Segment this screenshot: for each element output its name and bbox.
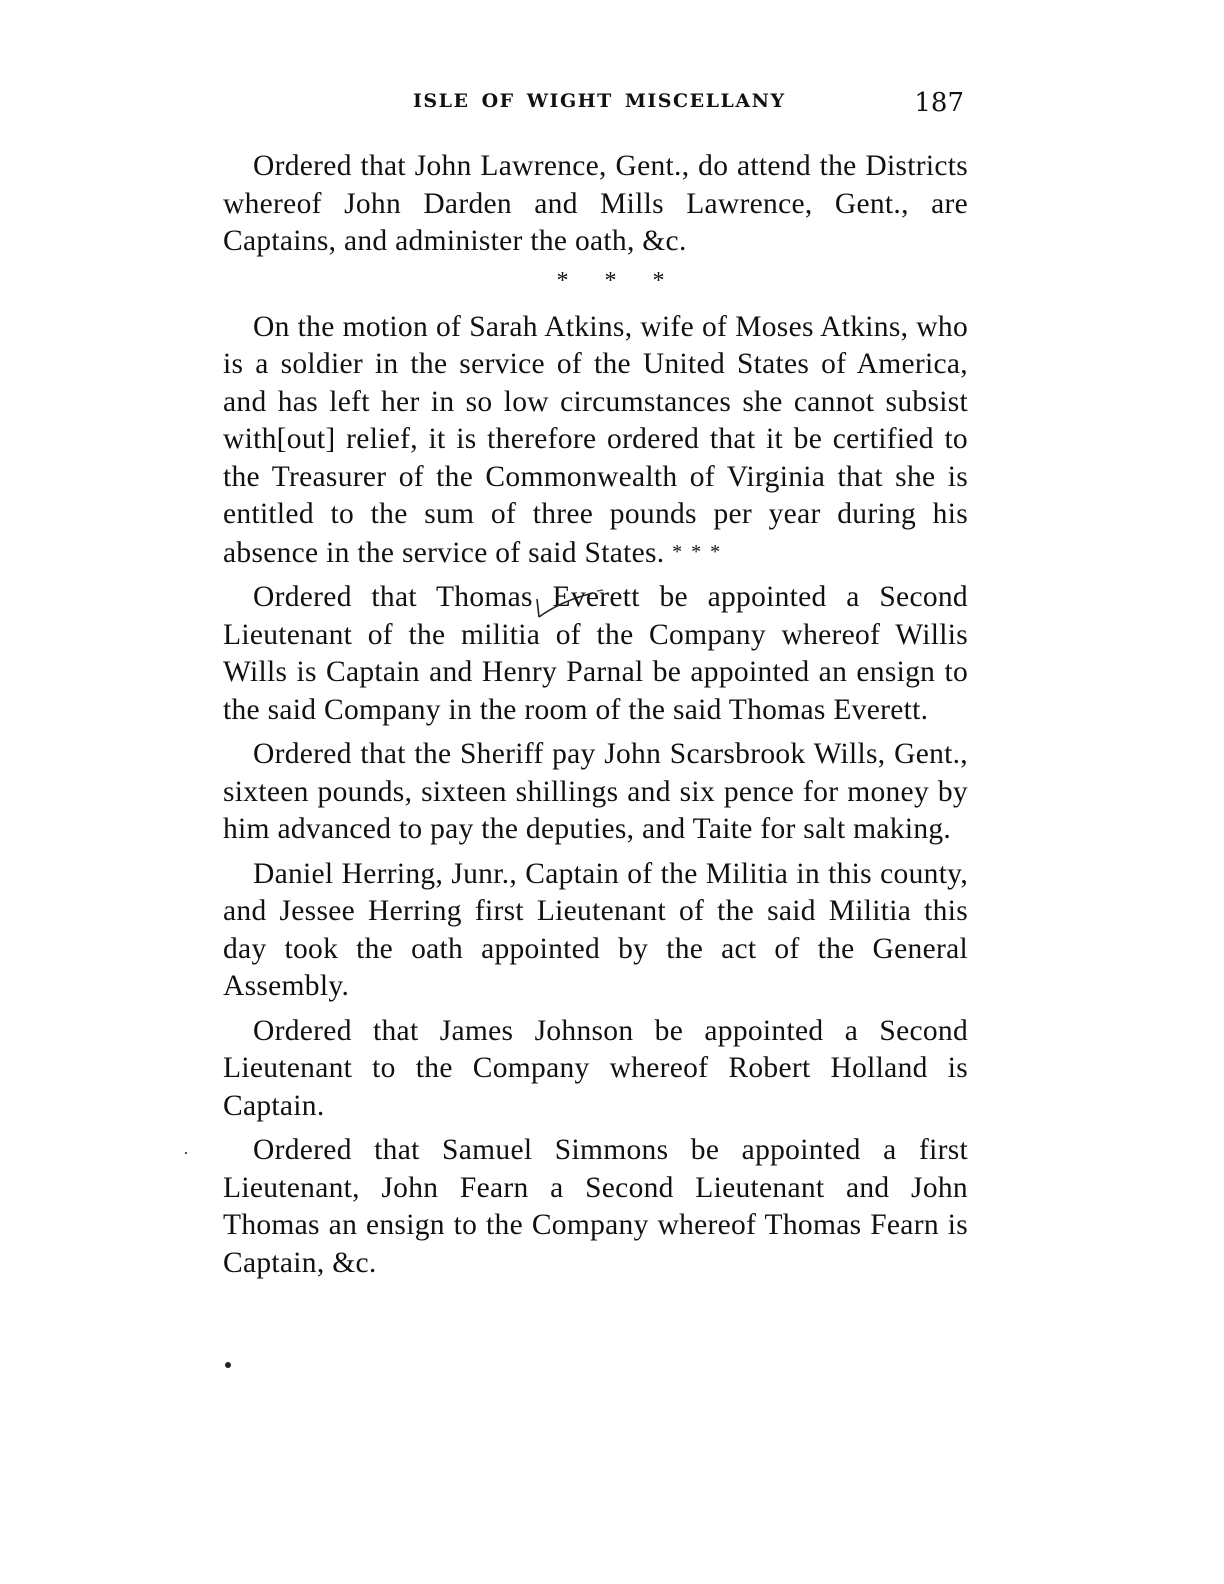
paragraph-lawrence-oath: Ordered that John Lawrence, Gent., do attend the Districts whereof John Darden and Mills Lawrence, Gent., are Captains, and administer the oath, &c. [223, 150, 968, 257]
paragraph-daniel-herring: Daniel Herring, Junr., Captain of the Militia in this county, and Jessee Herring first Lieutenant of the said Militia this day took the oath appointed by the act of the General Assembly. [223, 857, 968, 1002]
stray-mark [185, 1152, 187, 1154]
book-page [223, 90, 968, 1289]
paragraph-thomas-everett: Ordered that Thomas Everett be appointed a Second Lieutenant of the militia of the Company whereof Willis Wills is Captain and Henry Parnal be appointed an ensign to the said Company in the room of the said Thomas Everett. [223, 581, 968, 726]
paragraph-sarah-atkins-text: On the motion of Sarah Atkins, wife of Moses Atkins, who is a soldier in the service of the United States of America, and has left her in so low circumstances she cannot subsist with[out] relief, it is therefore ordered that it be certified to the Treasurer of the Commonwealth of Virginia that she is entitled to the sum of three pounds per year during his absence in the service of said States. [223, 310, 968, 569]
pen-checkmark-icon [533, 587, 613, 627]
running-title: ISLE OF WIGHT MISCELLANY [413, 90, 786, 112]
ellipsis-stars: * * * [672, 540, 723, 563]
section-separator: * * * [556, 267, 665, 294]
paragraph-samuel-simmons: Ordered that Samuel Simmons be appointed a first Lieutenant, John Fearn a Second Lieutenant and John Thomas an ensign to the Company whereof Thomas Fearn is Captain, &c. [223, 1134, 968, 1279]
paragraph-sarah-atkins [223, 309, 968, 573]
running-head [223, 90, 968, 130]
body-text [223, 148, 968, 1282]
paragraph-sheriff-pay: Ordered that the Sheriff pay John Scarsbrook Wills, Gent., sixteen pounds, sixteen shillings and six pence for money by him advanced to pay the deputies, and Taite for salt making. [223, 738, 968, 845]
margin-dot [225, 1362, 231, 1368]
page-number: 187 [914, 88, 964, 118]
paragraph-james-johnson: Ordered that James Johnson be appointed a Second Lieutenant to the Company whereof Robert Holland is Captain. [223, 1014, 968, 1122]
